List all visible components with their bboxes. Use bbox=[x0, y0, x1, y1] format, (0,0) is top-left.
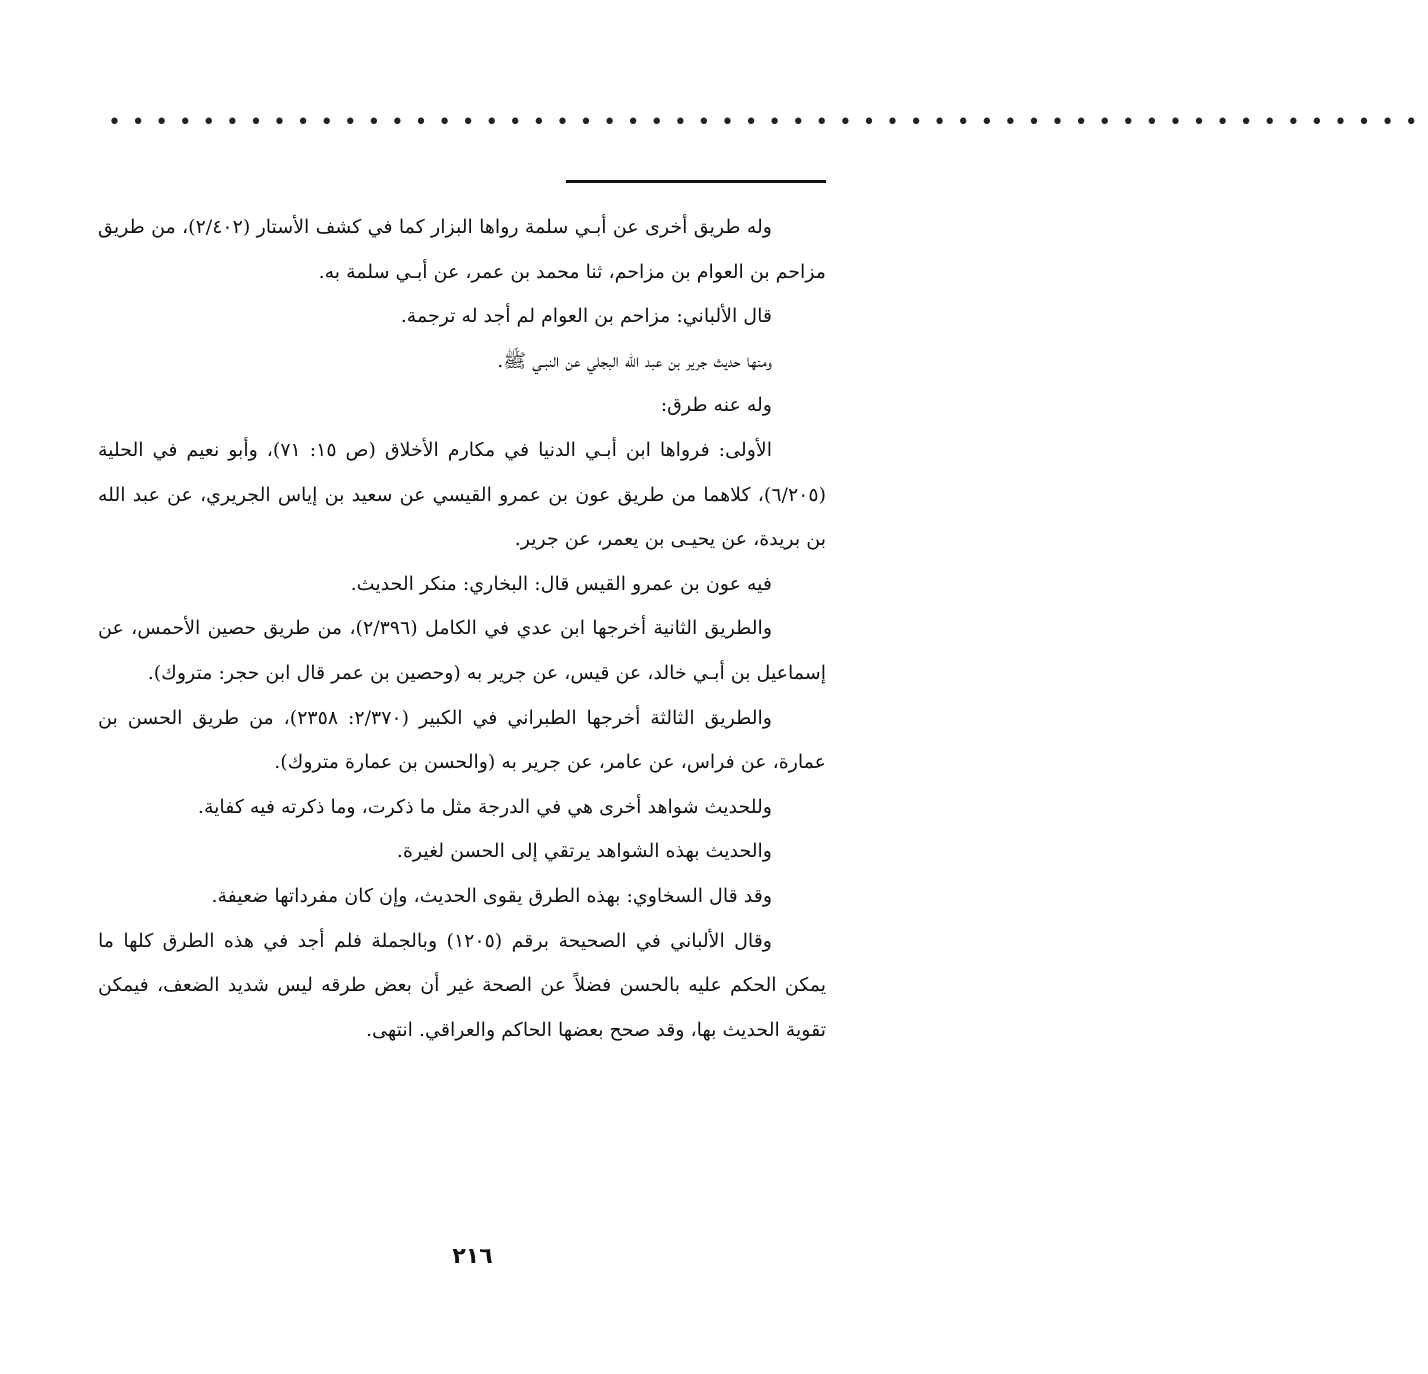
footnote-paragraph: قال الألباني: مزاحم بن العوام لم أجد له ترجمة. bbox=[400, 305, 772, 328]
footnote-paragraph: وله طريق أخرى عن أبـي سلمة رواها البزار كما في كشف الأستار (٢/٤٠٢)، من طريق مزاحم بن العوام بن مزاحم، ثنا محمد بن عمر، عن أبـي سلمة به. bbox=[98, 216, 826, 283]
footnote-paragraph: والطريق الثانية أخرجها ابن عدي في الكامل (٢/٣٩٦)، من طريق حصين الأحمس، عن إسماعيل بن أبـي خالد، عن قيس، عن جرير به (وحصين بن عمر قال ابن حجر: متروك). bbox=[98, 617, 826, 684]
dotted-separator: •••••••••••••••••••••••••••••••••••••••••••••••••••••••• bbox=[108, 110, 1428, 135]
footnote-paragraph: وقال الألباني في الصحيحة برقم (١٢٠٥) وبالجملة فلم أجد في هذه الطرق كلها ما يمكن الحكم عليه بالحسن فضلاً عن الصحة غير أن بعض طرقه ليس شديد الضعف، فيمكن تقوية الحديث بها، وقد صحح بعضها الحاكم والعراقي. انتهى. bbox=[98, 929, 826, 1041]
footnote-paragraph: فيه عون بن عمرو القيس قال: البخاري: منكر الحديث. bbox=[350, 572, 772, 595]
footnote-paragraph: ومنها حديث جرير بن عبد الله البجلي عن النبـي ﷺ. bbox=[497, 349, 772, 372]
footnote-paragraph: والطريق الثالثة أخرجها الطبراني في الكبير (٢/٣٧٠: ٢٣٥٨)، من طريق الحسن بن عمارة، عن فراس، عن عامر، عن جرير به (والحسن بن عمارة متروك). bbox=[98, 706, 826, 774]
footnote-text bbox=[98, 205, 826, 1052]
footnote-paragraph: الأولى: فرواها ابن أبـي الدنيا في مكارم الأخلاق (ص ١٥: ٧١)، وأبو نعيم في الحلية (٦/٢٠٥)، كلاهما من طريق عون بن عمرو القيسي عن سعيد بن إياس الجريري، عن عبد الله بن بريدة، عن يحيـى بن يعمر، عن جرير. bbox=[98, 438, 826, 551]
footnote-paragraph: وقد قال السخاوي: بهذه الطرق يقوى الحديث، وإن كان مفرداتها ضعيفة. bbox=[211, 884, 772, 907]
footnote-paragraph: وللحديث شواهد أخرى هي في الدرجة مثل ما ذكرت، وما ذكرته فيه كفاية. bbox=[197, 795, 772, 818]
page-number: ٢١٦ bbox=[452, 1244, 493, 1269]
footnote-rule bbox=[566, 180, 826, 183]
footnote-paragraph: والحديث بهذه الشواهد يرتقي إلى الحسن لغيرة. bbox=[396, 840, 772, 863]
footnote-paragraph: وله عنه طرق: bbox=[660, 394, 772, 417]
